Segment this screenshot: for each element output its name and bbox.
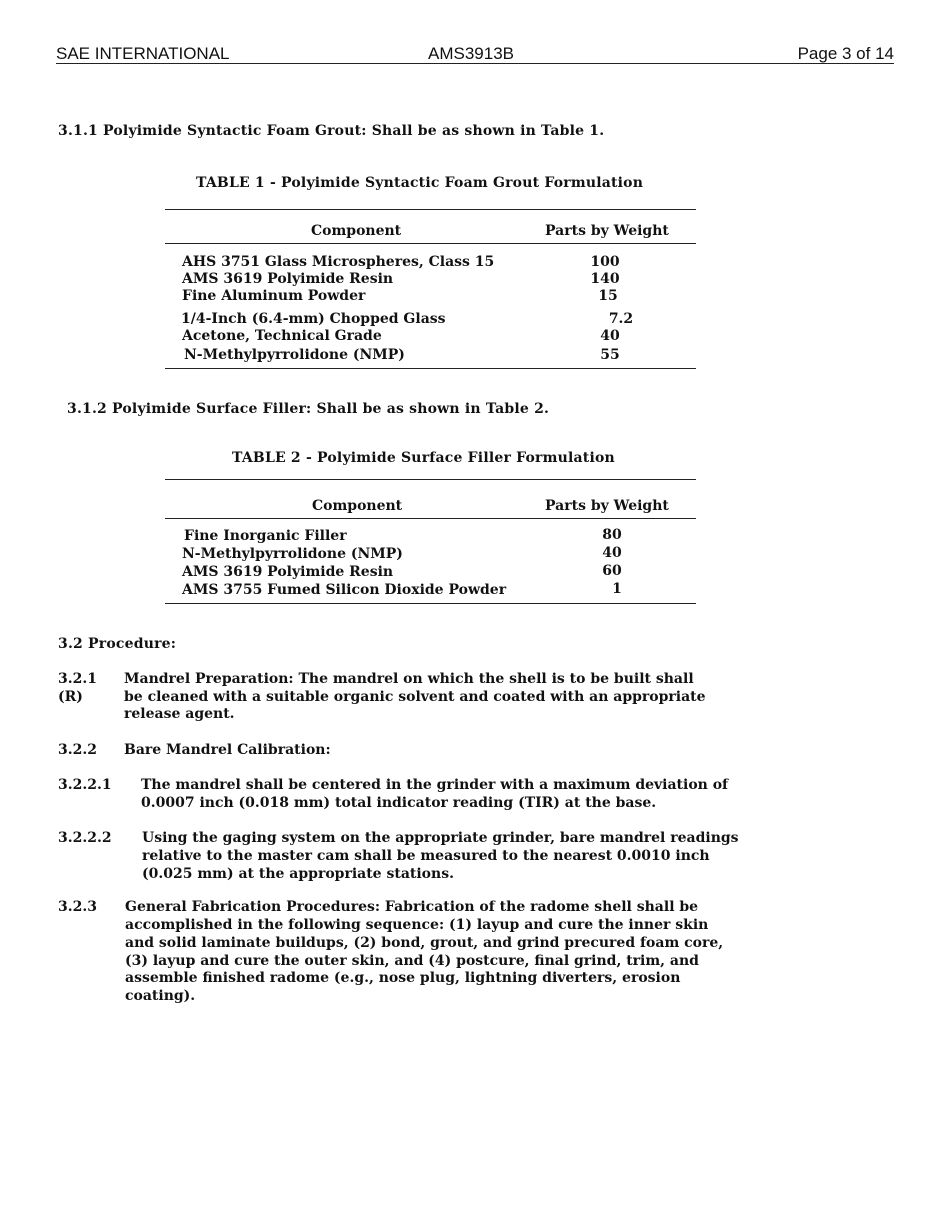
para-3-2-1-revision-tag: (R) <box>58 689 83 705</box>
table-row-parts: 80 <box>602 527 622 543</box>
para-3-2-2-2-line: relative to the master cam shall be measured to the nearest 0.0010 inch <box>142 848 710 864</box>
table-row-component: Fine Inorganic Filler <box>184 528 347 544</box>
table1-title: TABLE 1 - Polyimide Syntactic Foam Grout Formulation <box>196 175 644 191</box>
header-page-number: Page 3 of 14 <box>797 44 894 63</box>
para-3-2-2-1-number: 3.2.2.1 <box>58 777 112 793</box>
table-row-component: Fine Aluminum Powder <box>182 288 366 304</box>
para-3-2-3-line: (3) layup and cure the outer skin, and (4) postcure, final grind, trim, and <box>125 953 699 969</box>
table1-header-rule <box>165 243 696 244</box>
table-row-component: AMS 3619 Polyimide Resin <box>182 271 394 287</box>
table-row-component: AMS 3619 Polyimide Resin <box>182 564 394 580</box>
table1-top-rule <box>165 209 696 210</box>
section-3-2: 3.2 Procedure: <box>58 636 177 652</box>
table2-title: TABLE 2 - Polyimide Surface Filler Formulation <box>232 450 615 466</box>
para-3-2-2-2-line: Using the gaging system on the appropriate grinder, bare mandrel readings <box>142 830 739 846</box>
para-3-2-3-number: 3.2.3 <box>58 899 97 915</box>
table-row-parts: 15 <box>598 288 618 304</box>
table-row-parts: 7.2 <box>608 311 634 327</box>
table-row-parts: 60 <box>602 563 622 579</box>
table-row-component: Acetone, Technical Grade <box>182 328 382 344</box>
para-3-2-3-line: accomplished in the following sequence: (1) layup and cure the inner skin <box>125 917 709 933</box>
table-row-parts: 1 <box>612 581 622 597</box>
header-doc-id: AMS3913B <box>428 44 514 63</box>
table1-bottom-rule <box>165 368 696 369</box>
header-rule <box>56 63 894 64</box>
table-row-component: 1/4-Inch (6.4-mm) Chopped Glass <box>181 311 446 327</box>
table-row-parts: 55 <box>600 347 620 363</box>
table2-header-rule <box>165 518 696 519</box>
para-3-2-2-2-line: (0.025 mm) at the appropriate stations. <box>142 866 454 882</box>
table2-col-component: Component <box>312 498 403 514</box>
section-3-1-2: 3.1.2 Polyimide Surface Filler: Shall be as shown in Table 2. <box>67 401 550 417</box>
para-3-2-2-1-line: The mandrel shall be centered in the grinder with a maximum deviation of <box>141 777 729 793</box>
table-row-parts: 40 <box>602 545 622 561</box>
para-3-2-1-line: be cleaned with a suitable organic solvent and coated with an appropriate <box>124 689 706 705</box>
table1-col-parts: Parts by Weight <box>545 223 669 239</box>
para-3-2-3-line: coating). <box>125 988 196 1004</box>
table2-col-parts: Parts by Weight <box>545 498 669 514</box>
para-3-2-3-line: assemble finished radome (e.g., nose plug, lightning diverters, erosion <box>125 970 681 986</box>
header-org: SAE INTERNATIONAL <box>56 44 230 63</box>
table2-top-rule <box>165 479 696 480</box>
table-row-component: AMS 3755 Fumed Silicon Dioxide Powder <box>182 582 507 598</box>
para-3-2-1-line: release agent. <box>124 706 235 722</box>
para-3-2-2-text: Bare Mandrel Calibration: <box>124 742 331 758</box>
para-3-2-3-line: and solid laminate buildups, (2) bond, grout, and grind precured foam core, <box>125 935 724 951</box>
table-row-component: N-Methylpyrrolidone (NMP) <box>182 546 403 562</box>
para-3-2-3-line: General Fabrication Procedures: Fabrication of the radome shell shall be <box>125 899 699 915</box>
table-row-parts: 40 <box>600 328 620 344</box>
table1-col-component: Component <box>311 223 402 239</box>
table-row-component: N-Methylpyrrolidone (NMP) <box>184 347 405 363</box>
table-row-parts: 100 <box>590 254 620 270</box>
table-row-component: AHS 3751 Glass Microspheres, Class 15 <box>182 254 495 270</box>
para-3-2-1-number: 3.2.1 <box>58 671 97 687</box>
para-3-2-2-1-line: 0.0007 inch (0.018 mm) total indicator reading (TIR) at the base. <box>141 795 657 811</box>
section-3-1-1: 3.1.1 Polyimide Syntactic Foam Grout: Shall be as shown in Table 1. <box>58 123 605 139</box>
table-row-parts: 140 <box>590 271 620 287</box>
para-3-2-1-line: Mandrel Preparation: The mandrel on which the shell is to be built shall <box>124 671 694 687</box>
para-3-2-2-2-number: 3.2.2.2 <box>58 830 112 846</box>
table2-bottom-rule <box>165 603 696 604</box>
para-3-2-2-number: 3.2.2 <box>58 742 97 758</box>
